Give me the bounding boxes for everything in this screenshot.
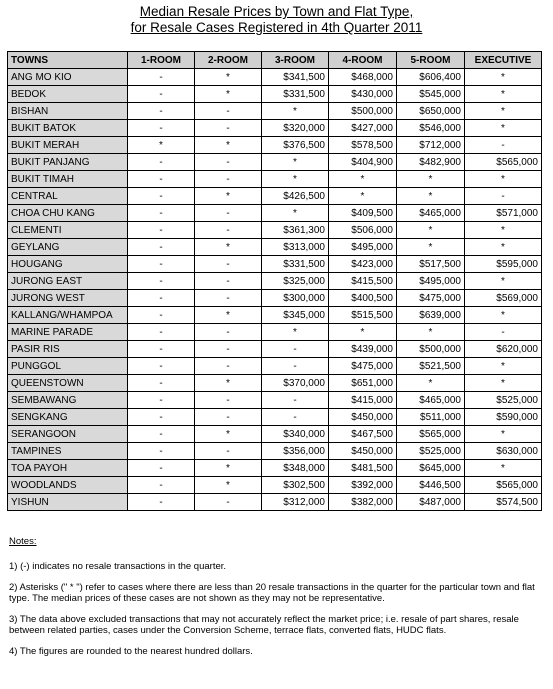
price-cell: $475,000	[397, 290, 465, 307]
town-name-cell: YISHUN	[8, 494, 128, 511]
price-cell: -	[195, 290, 262, 307]
town-name-cell: BEDOK	[8, 86, 128, 103]
town-name-cell: PASIR RIS	[8, 341, 128, 358]
price-cell: $525,000	[465, 392, 542, 409]
price-cell: $495,000	[329, 239, 397, 256]
price-cell: *	[397, 375, 465, 392]
town-name-cell: SERANGOON	[8, 426, 128, 443]
price-cell: *	[465, 273, 542, 290]
price-cell: *	[465, 171, 542, 188]
price-cell: -	[128, 307, 195, 324]
price-cell: $450,000	[329, 443, 397, 460]
town-name-cell: GEYLANG	[8, 239, 128, 256]
price-cell: $578,500	[329, 137, 397, 154]
price-cell: $341,500	[262, 69, 329, 86]
price-cell: -	[128, 69, 195, 86]
price-cell: *	[195, 460, 262, 477]
price-cell: $468,000	[329, 69, 397, 86]
note-1: 1) (-) indicates no resale transactions in the quarter.	[9, 561, 227, 572]
price-cell: $427,000	[329, 120, 397, 137]
town-name-cell: JURONG WEST	[8, 290, 128, 307]
price-cell: $506,000	[329, 222, 397, 239]
table-row	[8, 256, 542, 273]
price-cell: -	[195, 222, 262, 239]
column-header-5-room: 5-ROOM	[397, 52, 465, 69]
notes-section	[9, 536, 544, 667]
town-name-cell: JURONG EAST	[8, 273, 128, 290]
price-cell: -	[195, 171, 262, 188]
price-cell: $565,000	[397, 426, 465, 443]
price-cell: $325,000	[262, 273, 329, 290]
price-cell: -	[195, 358, 262, 375]
town-name-cell: BUKIT BATOK	[8, 120, 128, 137]
table-row	[8, 86, 542, 103]
price-cell: *	[329, 324, 397, 341]
price-cell: $517,500	[397, 256, 465, 273]
price-cell: -	[128, 256, 195, 273]
price-cell: -	[128, 494, 195, 511]
price-cell: $481,500	[329, 460, 397, 477]
price-cell: -	[195, 324, 262, 341]
price-cell: $313,000	[262, 239, 329, 256]
price-cell: *	[465, 69, 542, 86]
price-cell: -	[195, 392, 262, 409]
price-cell: *	[465, 239, 542, 256]
town-name-cell: TOA PAYOH	[8, 460, 128, 477]
price-cell: $487,000	[397, 494, 465, 511]
price-cell: $376,500	[262, 137, 329, 154]
table-row	[8, 188, 542, 205]
price-cell: $348,000	[262, 460, 329, 477]
price-cell: -	[195, 409, 262, 426]
town-name-cell: BISHAN	[8, 103, 128, 120]
table-row	[8, 205, 542, 222]
price-cell: *	[195, 375, 262, 392]
price-cell: $500,000	[329, 103, 397, 120]
table-row	[8, 392, 542, 409]
town-name-cell: SEMBAWANG	[8, 392, 128, 409]
price-cell: -	[128, 188, 195, 205]
price-cell: *	[465, 460, 542, 477]
town-name-cell: ANG MO KIO	[8, 69, 128, 86]
price-cell: -	[128, 222, 195, 239]
town-name-cell: TAMPINES	[8, 443, 128, 460]
price-cell: -	[262, 341, 329, 358]
price-cell: $565,000	[465, 154, 542, 171]
price-cell: $521,500	[397, 358, 465, 375]
price-cell: $500,000	[397, 341, 465, 358]
price-cell: *	[128, 137, 195, 154]
price-cell: $361,300	[262, 222, 329, 239]
price-cell: -	[195, 273, 262, 290]
price-cell: $392,000	[329, 477, 397, 494]
price-cell: -	[128, 154, 195, 171]
price-cell: -	[128, 290, 195, 307]
price-cell: -	[195, 256, 262, 273]
price-cell: *	[195, 188, 262, 205]
table-header-row	[8, 52, 542, 69]
column-header-1-room: 1-ROOM	[128, 52, 195, 69]
table-row	[8, 460, 542, 477]
price-cell: $430,000	[329, 86, 397, 103]
price-cell: -	[128, 324, 195, 341]
town-name-cell: WOODLANDS	[8, 477, 128, 494]
price-cell: $465,000	[397, 392, 465, 409]
town-name-cell: SENGKANG	[8, 409, 128, 426]
price-cell: $712,000	[397, 137, 465, 154]
price-cell: -	[128, 358, 195, 375]
price-cell: $651,000	[329, 375, 397, 392]
price-cell: $356,000	[262, 443, 329, 460]
price-cell: -	[128, 477, 195, 494]
price-cell: -	[262, 409, 329, 426]
price-cell: $645,000	[397, 460, 465, 477]
price-cell: $439,000	[329, 341, 397, 358]
price-cell: $574,500	[465, 494, 542, 511]
price-cell: *	[397, 239, 465, 256]
price-cell: -	[262, 358, 329, 375]
price-cell: *	[397, 171, 465, 188]
price-cell: $571,000	[465, 205, 542, 222]
price-cell: *	[262, 324, 329, 341]
price-cell: *	[465, 222, 542, 239]
title-line-2: for Resale Cases Registered in 4th Quarter 2011	[130, 20, 423, 35]
price-cell: $565,000	[465, 477, 542, 494]
table-row	[8, 443, 542, 460]
price-cell: -	[195, 120, 262, 137]
price-cell: $340,000	[262, 426, 329, 443]
town-name-cell: QUEENSTOWN	[8, 375, 128, 392]
price-cell: $300,000	[262, 290, 329, 307]
price-cell: $320,000	[262, 120, 329, 137]
price-cell: *	[195, 137, 262, 154]
town-name-cell: CENTRAL	[8, 188, 128, 205]
price-cell: $620,000	[465, 341, 542, 358]
price-cell: $525,000	[397, 443, 465, 460]
price-cell: *	[195, 86, 262, 103]
price-cell: -	[195, 494, 262, 511]
price-cell: $415,000	[329, 392, 397, 409]
price-cell: $467,500	[329, 426, 397, 443]
price-cell: -	[128, 443, 195, 460]
price-cell: $569,000	[465, 290, 542, 307]
price-cell: $482,900	[397, 154, 465, 171]
price-cell: *	[262, 205, 329, 222]
table-row	[8, 69, 542, 86]
price-cell: -	[195, 205, 262, 222]
price-cell: $495,000	[397, 273, 465, 290]
table-row	[8, 477, 542, 494]
price-cell: *	[329, 171, 397, 188]
column-header-executive: EXECUTIVE	[465, 52, 542, 69]
price-cell: -	[128, 460, 195, 477]
price-cell: -	[465, 324, 542, 341]
price-cell: -	[128, 171, 195, 188]
town-name-cell: CLEMENTI	[8, 222, 128, 239]
price-cell: *	[397, 188, 465, 205]
table-row	[8, 494, 542, 511]
price-cell: $606,400	[397, 69, 465, 86]
price-cell: *	[329, 188, 397, 205]
column-header-2-room: 2-ROOM	[195, 52, 262, 69]
resale-price-table	[7, 51, 542, 511]
note-3: 3) The data above excluded transactions that may not accurately reflect the market price; i.e. resale of part shares, resale between related parties, cases under the Conversion Scheme, terrace flats, converted flats, HUDC flats.	[9, 614, 519, 636]
price-cell: -	[128, 205, 195, 222]
price-cell: *	[465, 426, 542, 443]
price-cell: $302,500	[262, 477, 329, 494]
price-cell: -	[128, 409, 195, 426]
price-cell: *	[195, 426, 262, 443]
table-body	[8, 69, 542, 511]
price-cell: $590,000	[465, 409, 542, 426]
page-title	[0, 4, 553, 36]
price-cell: $415,500	[329, 273, 397, 290]
table-row	[8, 222, 542, 239]
price-cell: *	[465, 120, 542, 137]
price-cell: $370,000	[262, 375, 329, 392]
price-cell: $465,000	[397, 205, 465, 222]
price-cell: -	[128, 273, 195, 290]
price-cell: -	[128, 86, 195, 103]
price-cell: $639,000	[397, 307, 465, 324]
price-cell: -	[195, 341, 262, 358]
table-row	[8, 273, 542, 290]
price-cell: $595,000	[465, 256, 542, 273]
price-cell: $446,500	[397, 477, 465, 494]
table-row	[8, 154, 542, 171]
price-cell: -	[128, 426, 195, 443]
table-row	[8, 341, 542, 358]
price-cell: $426,500	[262, 188, 329, 205]
price-cell: -	[465, 137, 542, 154]
price-cell: $409,500	[329, 205, 397, 222]
price-cell: *	[465, 358, 542, 375]
price-cell: *	[262, 154, 329, 171]
table-row	[8, 375, 542, 392]
town-name-cell: KALLANG/WHAMPOA	[8, 307, 128, 324]
town-name-cell: BUKIT TIMAH	[8, 171, 128, 188]
price-cell: *	[397, 324, 465, 341]
table-row	[8, 358, 542, 375]
price-cell: -	[128, 120, 195, 137]
town-name-cell: BUKIT MERAH	[8, 137, 128, 154]
price-cell: $546,000	[397, 120, 465, 137]
price-cell: $630,000	[465, 443, 542, 460]
price-cell: $650,000	[397, 103, 465, 120]
price-cell: -	[195, 443, 262, 460]
price-cell: *	[195, 239, 262, 256]
price-cell: -	[195, 154, 262, 171]
price-cell: -	[128, 341, 195, 358]
price-cell: $312,000	[262, 494, 329, 511]
table-row	[8, 137, 542, 154]
price-cell: $545,000	[397, 86, 465, 103]
table-row	[8, 120, 542, 137]
price-cell: *	[195, 69, 262, 86]
price-cell: $345,000	[262, 307, 329, 324]
table-row	[8, 307, 542, 324]
price-cell: $475,000	[329, 358, 397, 375]
note-4: 4) The figures are rounded to the nearest hundred dollars.	[9, 646, 253, 657]
column-header-3-room: 3-ROOM	[262, 52, 329, 69]
price-cell: $423,000	[329, 256, 397, 273]
table-row	[8, 409, 542, 426]
price-cell: *	[465, 103, 542, 120]
price-cell: *	[397, 222, 465, 239]
column-header-towns: TOWNS	[8, 52, 128, 69]
price-cell: $515,500	[329, 307, 397, 324]
price-cell: $400,500	[329, 290, 397, 307]
town-name-cell: CHOA CHU KANG	[8, 205, 128, 222]
town-name-cell: HOUGANG	[8, 256, 128, 273]
price-cell: -	[128, 239, 195, 256]
price-cell: -	[465, 188, 542, 205]
table-row	[8, 324, 542, 341]
table-row	[8, 426, 542, 443]
price-cell: $450,000	[329, 409, 397, 426]
price-cell: $331,500	[262, 256, 329, 273]
title-line-1: Median Resale Prices by Town and Flat Type,	[139, 4, 414, 19]
price-cell: *	[195, 307, 262, 324]
table-row	[8, 171, 542, 188]
price-cell: $331,500	[262, 86, 329, 103]
price-cell: *	[195, 477, 262, 494]
price-cell: -	[128, 103, 195, 120]
price-cell: -	[262, 392, 329, 409]
price-cell: *	[262, 103, 329, 120]
table-row	[8, 290, 542, 307]
price-cell: $382,000	[329, 494, 397, 511]
price-cell: -	[195, 103, 262, 120]
price-cell: *	[465, 375, 542, 392]
town-name-cell: BUKIT PANJANG	[8, 154, 128, 171]
price-cell: $404,900	[329, 154, 397, 171]
price-cell: -	[128, 375, 195, 392]
price-cell: -	[128, 392, 195, 409]
table-row	[8, 103, 542, 120]
price-cell: $511,000	[397, 409, 465, 426]
table-row	[8, 239, 542, 256]
price-cell: *	[465, 307, 542, 324]
notes-heading: Notes:	[9, 536, 37, 547]
note-2: 2) Asterisks (" * ") refer to cases where there are less than 20 resale transactions in the quarter for the particular town and flat type. The median prices of these cases are not shown as they may not be representative.	[9, 582, 535, 604]
town-name-cell: MARINE PARADE	[8, 324, 128, 341]
price-cell: *	[465, 86, 542, 103]
price-cell: *	[262, 171, 329, 188]
town-name-cell: PUNGGOL	[8, 358, 128, 375]
column-header-4-room: 4-ROOM	[329, 52, 397, 69]
